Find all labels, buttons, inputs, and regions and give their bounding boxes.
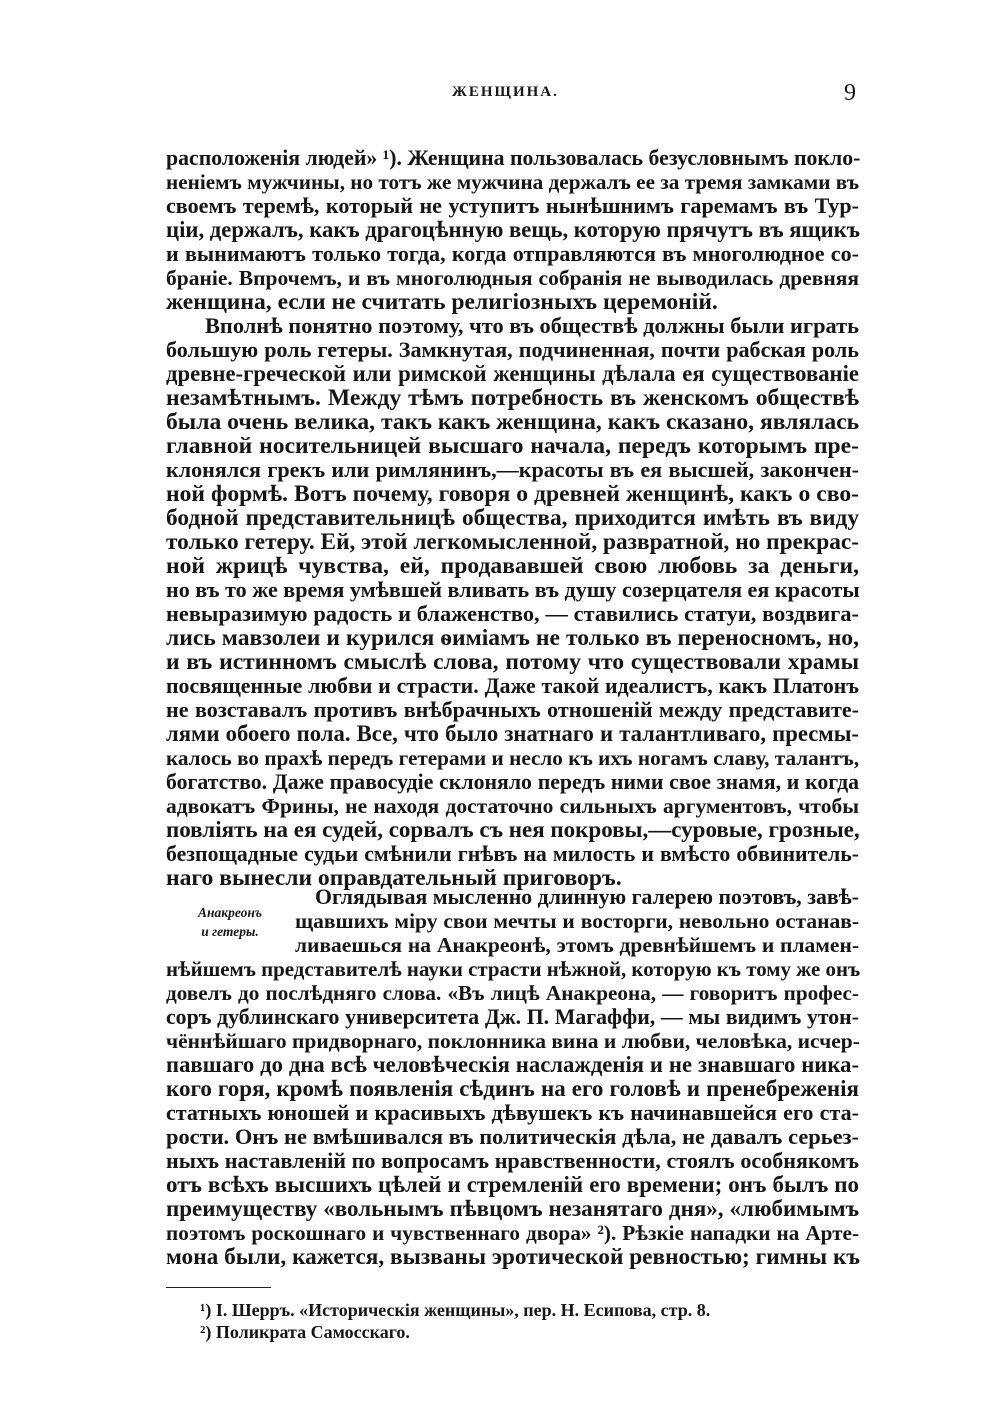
text-line: статныхъ юношей и красивыхъ дѣвушекъ къ начинавшейся его ста- xyxy=(166,1100,859,1125)
text-line: лями обоего пола. Все, что было знатнаго и талантливаго, пресмы- xyxy=(166,721,859,746)
text-line: Вполнѣ понятно поэтому, что въ обществѣ должны были играть xyxy=(205,313,859,338)
page-number: 9 xyxy=(844,80,856,106)
text-line: не возставалъ противъ внѣбрачныхъ отношеній между представите- xyxy=(166,697,859,722)
text-line: мона были, кажется, вызваны эротической ревностью; гимны къ xyxy=(166,1244,860,1270)
margin-note-line: и гетеры. xyxy=(201,924,259,939)
text-line: браніе. Впрочемъ, и въ многолюдныя собранія не выводилась древняя xyxy=(166,266,859,290)
text-line: расположенія людей» ¹). Женщина пользовалась безусловнымъ покло- xyxy=(166,146,861,170)
text-line: ной жрицѣ чувства, ей, продававшей свою любовь за деньги, xyxy=(166,553,859,579)
text-line: соръ дублинскаго университета Дж. П. Магаффи, — мы видимъ утон- xyxy=(166,1005,859,1029)
text-line: довелъ до послѣдняго слова. «Въ лицѣ Анакреона, — говоритъ профес- xyxy=(166,981,859,1005)
running-head: ЖЕНЩИНА. xyxy=(452,84,559,100)
text-line: щавшихъ міру свои мечты и восторги, невольно останав- xyxy=(295,909,859,933)
text-line: древне-греческой или римской женщины дѣлала ея существованіе xyxy=(166,361,859,386)
text-line: только гетеру. Ей, этой легкомысленной, развратной, но прекрас- xyxy=(166,529,859,555)
text-line: Оглядывая мысленно длинную галерею поэтовъ, завѣ- xyxy=(315,885,859,909)
margin-note-line: Анакреонъ xyxy=(197,905,262,920)
text-line: незамѣтнымъ. Между тѣмъ потребность въ женскомъ обществѣ xyxy=(166,385,859,411)
text-line: адвокатъ Фрины, не находя достаточно сильныхъ аргументовъ, чтобы xyxy=(166,794,859,818)
footnote-text: Поликрата Самосскаго. xyxy=(215,1322,410,1342)
text-line: безпощадные судьи смѣнили гнѣвъ на милость и вмѣсто обвинитель- xyxy=(166,842,859,866)
text-line: преимуществу «вольнымъ пѣвцомъ незанятаго дня», «любимымъ xyxy=(166,1196,859,1221)
footnote-rule xyxy=(166,1287,271,1288)
text-line: ной формѣ. Вотъ почему, говоря о древней женщинѣ, какъ о сво- xyxy=(166,481,859,507)
text-line: неніемъ мужчины, но тотъ же мужчина держалъ ее за тремя замками въ xyxy=(166,170,859,194)
text-line: клонялся грекъ или римлянинъ,—красоты въ ея высшей, закончен- xyxy=(166,457,859,482)
text-line: лись мавзолеи и курился ѳиміамъ не только въ переносномъ, но, xyxy=(166,625,859,651)
footnote-text: I. Шерръ. «Историческія женщины», пер. Н. Есипова, стр. 8. xyxy=(215,1300,711,1320)
text-line: посвященные любви и страсти. Даже такой идеалистъ, какъ Платонъ xyxy=(166,674,859,698)
text-line: павшаго до дна всѣ человѣческія наслажденія и не знавшаго ника- xyxy=(166,1052,859,1077)
footnote xyxy=(200,1300,710,1321)
text-line: богатство. Даже правосудіе склоняло передъ ними свое знамя, и когда xyxy=(166,770,859,794)
text-line: наго вынесли оправдательный приговоръ. xyxy=(166,865,622,891)
text-line: своемъ теремѣ, который не уступитъ нынѣшнимъ гаремамъ въ Тур- xyxy=(166,193,859,218)
text-line: женщина, если не считать религіозныхъ церемоній. xyxy=(166,289,718,315)
text-line: рости. Онъ не вмѣшивался въ политическія дѣла, не давалъ серьез- xyxy=(166,1124,859,1149)
footnote xyxy=(200,1322,410,1343)
margin-note xyxy=(176,903,284,941)
text-line: и въ истинномъ смыслѣ слова, потому что существовали храмы xyxy=(166,649,859,675)
text-line: повліять на ея судей, сорвалъ съ нея покровы,—суровые, грозные, xyxy=(166,817,860,842)
text-line: бодной представительницѣ общества, приходится имѣть въ виду xyxy=(166,505,859,531)
footnote-mark: ²) xyxy=(200,1322,212,1342)
text-line: чённѣйшаго придворнаго, поклонника вина и любви, человѣка, исчер- xyxy=(166,1029,860,1053)
text-line: большую роль гетеры. Замкнутая, подчиненная, почти рабская роль xyxy=(166,337,859,362)
text-line: была очень велика, такъ какъ женщина, какъ сказано, являлась xyxy=(166,409,860,435)
text-line: невыразимую радость и блаженство, — ставились статуи, воздвига- xyxy=(166,601,859,626)
text-line: главной носительницей высшаго начала, передъ которымъ пре- xyxy=(166,433,859,459)
text-line: ціи, держалъ, какъ драгоцѣнную вещь, которую прячутъ въ ящикъ xyxy=(166,217,861,242)
footnote-mark: ¹) xyxy=(200,1300,212,1320)
text-line: отъ всѣхъ высшихъ цѣлей и стремленій его времени; онъ былъ по xyxy=(166,1172,859,1197)
text-line: кого горя, кромѣ появленія сѣдинъ на его головѣ и пренебреженія xyxy=(166,1076,859,1101)
text-line: нѣйшемъ представителѣ науки страсти нѣжной, которую къ тому же онъ xyxy=(166,957,861,981)
text-line: но въ то же время умѣвшей вливать въ душу созерцателя ея красоты xyxy=(166,577,860,602)
text-line: ливаешься на Анакреонѣ, этомъ древнѣйшемъ и пламен- xyxy=(295,933,859,957)
text-line: и вынимаютъ только тогда, когда отправляются въ многолюдное со- xyxy=(166,241,859,266)
text-line: ныхъ наставленій по вопросамъ нравственности, стоялъ особнякомъ xyxy=(166,1148,859,1173)
text-line: калось во прахѣ передъ гетерами и несло къ ихъ ногамъ славу, талантъ, xyxy=(166,746,859,770)
text-line: поэтомъ роскошнаго и чувственнаго двора» ²). Рѣзкіе нападки на Арте- xyxy=(166,1221,859,1245)
